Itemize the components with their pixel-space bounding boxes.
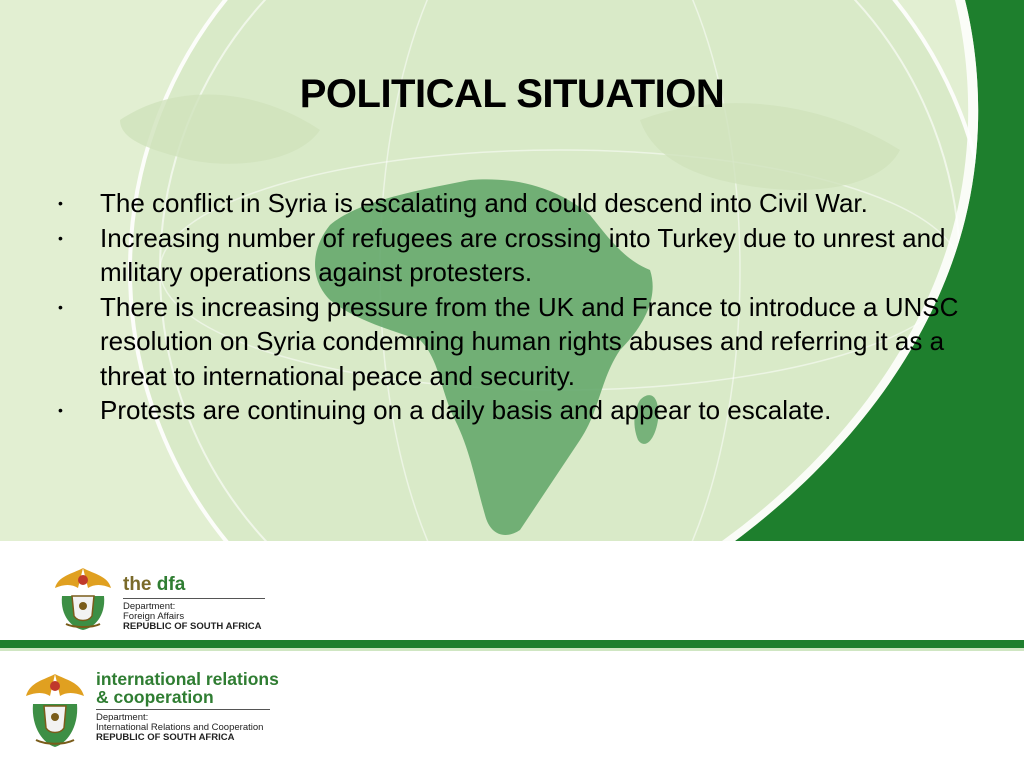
divider-bar-light (0, 648, 1024, 651)
dfa-dept-name: Foreign Affairs (123, 611, 185, 622)
bullet-list (58, 186, 978, 428)
bullet-item: • Protests are continuing on a daily basis and appear to escalate. (58, 393, 978, 428)
bullet-icon: • (58, 298, 63, 315)
coat-of-arms-icon (24, 670, 86, 750)
dirco-country: REPUBLIC OF SOUTH AFRICA (96, 732, 235, 743)
bullet-item: • Increasing number of refugees are crossing into Turkey due to unrest and military operations against protesters. (58, 222, 946, 287)
bullet-icon: • (58, 229, 63, 246)
dfa-dept-label: Department: (123, 601, 176, 612)
bullet-item: • There is increasing pressure from the UK and France to introduce a UNSC resolution on Syria condemning human rights abuses and referring it as a threat to international peace and security. (58, 291, 959, 391)
bullet-icon: • (58, 402, 63, 418)
dfa-country: REPUBLIC OF SOUTH AFRICA (123, 621, 262, 632)
divider (96, 709, 270, 710)
bullet-icon: • (58, 195, 63, 211)
divider-bar (0, 640, 1024, 648)
slide-title: POLITICAL SITUATION (299, 72, 725, 116)
dirco-wordmark-line1: international relations (96, 669, 279, 689)
bullet-item: • The conflict in Syria is escalating and could descend into Civil War. (58, 186, 978, 221)
coat-of-arms-icon (52, 566, 114, 632)
divider (123, 598, 265, 599)
dirco-dept-name: International Relations and Cooperation (96, 722, 264, 733)
dirco-wordmark-line2: & cooperation (96, 687, 214, 707)
dfa-wordmark: the dfa (123, 574, 186, 595)
dirco-dept-label: Department: (96, 712, 149, 723)
